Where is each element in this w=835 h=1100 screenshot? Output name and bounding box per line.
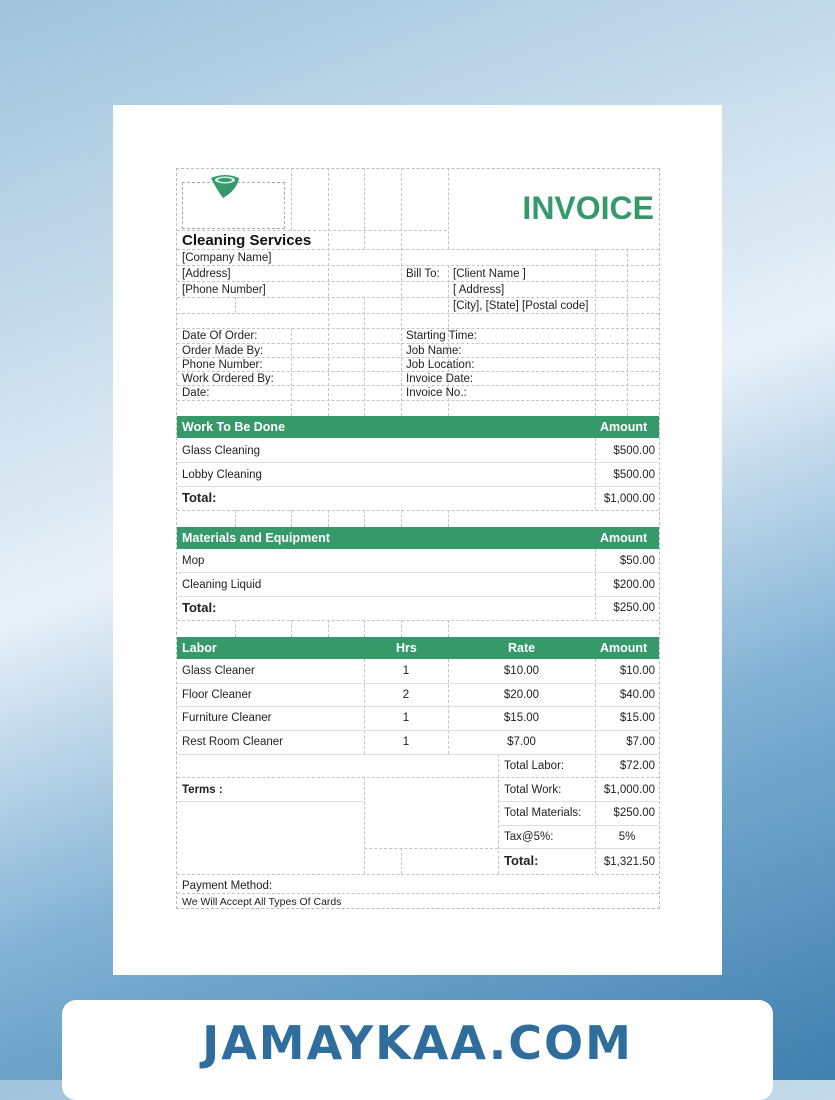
labor-header [177,637,659,659]
material-item-amount: $50.00 [619,555,655,567]
summary-label: Tax@5%: [504,831,554,843]
terms-label: Terms : [182,784,223,796]
detail-label: Date Of Order: [182,330,258,342]
detail-label: Phone Number: [182,359,263,371]
labor-item-name: Floor Cleaner [182,689,252,701]
company-name: [Company Name] [182,252,272,264]
invoice-title: INVOICE [522,190,654,226]
summary-label: Total Labor: [504,760,565,772]
client-city: [City], [State] [Postal code] [453,300,589,312]
labor-item-rate: $20.00 [503,689,540,701]
work-header [177,416,659,438]
grand-total-label: Total: [504,853,539,868]
work-item-amount: $500.00 [613,445,655,457]
materials-header [177,527,659,549]
labor-item-amount: $15.00 [619,712,655,724]
detail-label: Invoice No.: [406,387,467,399]
materials-amount-header: Amount [600,531,648,545]
detail-label: Date: [182,387,210,399]
company-address: [Address] [182,268,231,280]
grand-total-value: $1,321.50 [603,856,655,868]
summary-value: $1,000.00 [603,784,655,796]
labor-item-hrs: 2 [402,689,410,701]
payment-note: We Will Accept All Types Of Cards [182,896,342,908]
detail-label: Starting Time: [406,330,477,342]
payment-method-label: Payment Method: [182,880,273,892]
labor-item-hrs: 1 [402,712,410,724]
labor-item-hrs: 1 [402,665,410,677]
work-item-name: Glass Cleaning [182,445,260,457]
bill-to-label: Bill To: [406,268,440,280]
labor-item-amount: $10.00 [619,665,655,677]
work-total-label: Total: [182,490,217,505]
labor-amount-header: Amount [600,641,648,655]
labor-item-amount: $40.00 [619,689,655,701]
labor-item-name: Rest Room Cleaner [182,736,283,748]
labor-rate-header: Rate [508,641,536,655]
work-total: $1,000.00 [603,493,655,505]
detail-label: Work Ordered By: [182,373,274,385]
shield-logo-icon [207,172,243,200]
summary-label: Total Materials: [504,807,582,819]
work-amount-header: Amount [600,420,648,434]
client-name: [Client Name ] [453,268,526,280]
labor-item-name: Furniture Cleaner [182,712,272,724]
material-item-amount: $200.00 [613,579,655,591]
summary-value: $250.00 [613,807,655,819]
work-item-name: Lobby Cleaning [182,469,262,481]
detail-label: Job Name: [406,345,462,357]
material-item-name: Cleaning Liquid [182,579,262,591]
detail-label: Invoice Date: [406,373,474,385]
brand-text: JAMAYKAA.COM [202,1016,633,1070]
summary-value: 5% [618,831,636,843]
materials-header-label: Materials and Equipment [182,531,330,545]
labor-item-amount: $7.00 [626,736,655,748]
client-address: [ Address] [453,284,505,296]
work-item-amount: $500.00 [613,469,655,481]
labor-item-hrs: 1 [402,736,410,748]
company-heading: Cleaning Services [182,232,312,249]
labor-item-rate: $10.00 [503,665,540,677]
material-item-name: Mop [182,555,205,567]
summary-label: Total Work: [504,784,562,796]
detail-label: Job Location: [406,359,475,371]
labor-header-label: Labor [182,641,217,655]
summary-value: $72.00 [619,760,655,772]
materials-total-label: Total: [182,600,217,615]
company-phone: [Phone Number] [182,284,266,296]
labor-item-rate: $7.00 [507,736,536,748]
detail-label: Order Made By: [182,345,264,357]
labor-item-name: Glass Cleaner [182,665,255,677]
labor-item-rate: $15.00 [503,712,540,724]
materials-total: $250.00 [613,602,655,614]
labor-hrs-header: Hrs [396,641,417,655]
work-header-label: Work To Be Done [182,420,286,434]
